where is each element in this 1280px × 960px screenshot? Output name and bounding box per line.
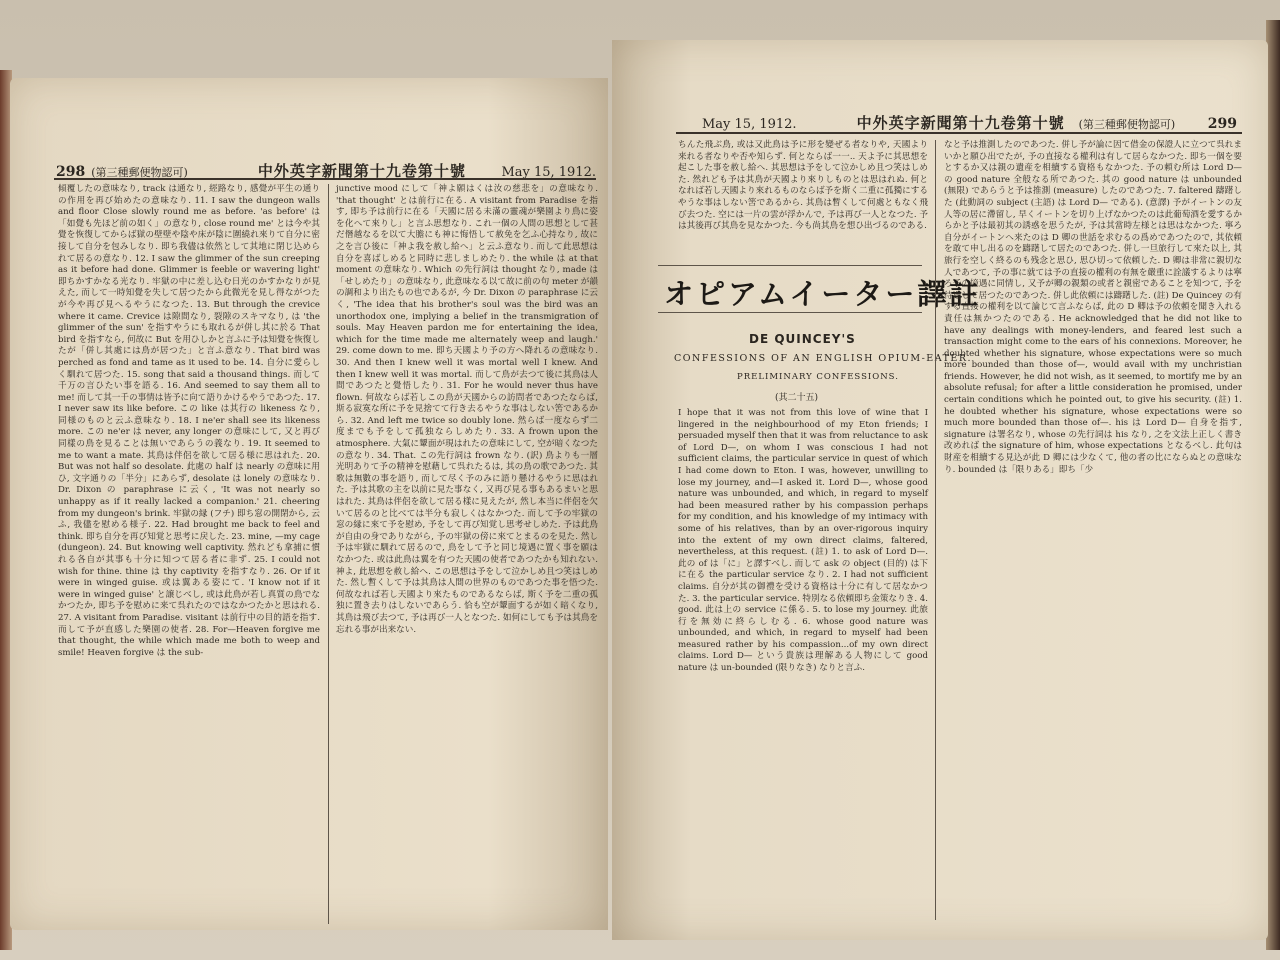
article-section: PRELIMINARY CONFESSIONS. (737, 372, 899, 382)
column-text: I hope that it was not from this love of wine that I lingered in the neighbourhood of my Eton friends; I persuaded myself then that it was from reluctance to ask of Lord D—, on whom I was conscious I had not sufficient claims, the particular service in quest of which I had come down to Eton. I was, however, unwilling to lose my journey, and—I asked it. Lord D—, whose good nature was unbounded, and which, in regard to myself had been measured rather by his compassion perhaps for my condition, and his knowledge of my intimacy with some of his relatives, than by an over-rigorous inquiry into the extent of my own direct claims, faltered, nevertheless, at this request. (註) 1. to ask of Lord D—. 此の of は「に」と譯すべし. 而して ask の object (目的) は下に在る the particular service なり. 2. I had not sufficient claims. 自分が其の御禮を受ける資格は十分に有して居なかつた. 3. the particular service. 特別なる依頼即ち金策なりき. 4. good. 此は上の service に係る. 5. to lose my journey. 此旅行を無効に終らしむる. 6. whose good nature was unbounded, and which, in regard to myself had been measured rather by his compassion...of my own direct claims. Lord D— という貴族は理解ある人物にして good nature は un-bounded (限りなき) なりと言ふ. (678, 408, 928, 674)
right-column-1-body (678, 408, 928, 918)
page-number: 299 (1207, 116, 1237, 132)
right-column-1-top (678, 140, 928, 255)
masthead-title: 中外英字新聞第十九卷第十號 (856, 114, 1065, 132)
column-text: ちんた飛ぶ鳥, 或は又此鳥は予に形を變ぜる者なりや, 天國より来れる者なりや否や知らず. 何とならば一一.. 天よ予に其思想を起こした事を赦し給へ. 其思想は予をして泣かしめ且つ笑はしめた. 然れども予は其鳥が天國より來りしものとは思はれぬ. 何となれば若し天國より來れるものならば予を斯く二重に孤獨にするやうな事はしない筈であるから. 其鳥は暫くして何處ともなく飛び去つた. 空には一片の雲が浮かんで, 予は再び一人となつた. 予は其後再び其鳥を見なかつた. 今も尚其鳥を想ひ出づるのである. (678, 140, 928, 232)
column-text: なと予は推測したのであつた. 併し予が論に因て借金の保證人に立つて呉れまいかと願ひ出でたが, 予の直接なる權利は有して居らなかつた. 即ち一個を要とするか又は親の遺産を相續する資格もなかつた. 予の頼む所は Lord D— の good nature 全般なる所であつた. 其の good nature は unbounded (無限) であらうと予は推測 (measure) したのであつた. 7. faltered 躊躇した (此動詞の subject (主語) は Lord D— である). (意譯) 予がイートンの友人等の居に滯留し, 早くイートンを切り上げなかつたのは此葡萄酒を愛するからかと予は最初其の誘惑を思うたが, 予は其當時左様とは思はなかつた. 寧ろ自分がイートンへ来たのは D 卿の世話を求むるの爲めであつたので, 其依頼を敢て申し出るのを躊躇して居たのであつた. 併し一旦旅行して來た以上, 其旅行を空しく終るのも残念と思ひ, 思ひ切って依頼した. D 卿は非常に親切な人であつて, 予の事に就ては予の直接の權利の有無を嚴重に詮議するよりは寧ろ予の境遇に同情し, 又予が卿の親類の或者と親密であることを知つて, 予を待遇して居つたのであつた. 併し此依頼には躊躇した. (註) De Quincey の有する直接の權利を以て論じて言ふならば, 此の D 卿は予の依頼を聞き入れる責任は無かつたのである. He acknowledged that he did not like to have any dealings with money-lenders, and feared lest such a transaction might come to the ears of his connexions. Moreover, he doubted whether his signature, whose expectations were so much more bounded than those of—, would avail with my unchristian friends. However, he did not wish, as it seemed, to mortify me by an absolute refusal; for after a little consideration he promised, under certain conditions which he pointed out, to give his security. (註) 1. he doubted whether his signature, whose expectations were so much more bounded than those of—. his は Lord D— 自身を指す, signature は署名なり, whose の先行詞は his なり, 之を文法上正しく書き改めれば the signature of him, whose expectations となるべし. 此句は財産を相續する見込が此 D 卿には少なくて, 他の者の比にならぬとの意味なり. bounded は「限りある」即ち「少 (944, 140, 1242, 475)
book-cover-edge-right (1266, 20, 1280, 950)
right-page (612, 40, 1268, 940)
article-author: DE QUINCEY'S (749, 332, 856, 346)
left-column-2 (336, 184, 598, 924)
header-rule (676, 132, 1242, 134)
right-column-2 (944, 140, 1242, 920)
registration-note: (第三種郵便物認可) (91, 166, 188, 179)
registration-note: (第三種郵便物認可) (1078, 118, 1176, 131)
issue-date: May 15, 1912. (702, 117, 797, 132)
page-number: 298 (56, 164, 86, 180)
issue-date: May 15, 1912. (501, 165, 596, 180)
header-rule (54, 178, 596, 180)
left-column-1 (58, 184, 320, 924)
article-subtitle: CONFESSIONS OF AN ENGLISH OPIUM-EATER. (674, 353, 973, 364)
column-text: 傾覆したの意味なり, track は通なり, 經路なり, 感覺が平生の通りの作用を再び始めたの意味なり. 11. I saw the dungeon walls and floor Close slowly round me as before. 'as before' は「如覺も先ほど前の如く」の意なり, close round me' とは今や其覺を恢復してからば獄の壁壁や陰や床が陰に圍繞れ來りて自分に密接して自分を包みしなり. 即ち我儘は依然として其地に閉じ込められて居るの意なり. 12. I saw the glimmer of the sun creeping as it before had done. Glimmer is feeble or wavering light' 即ちかすかなる光なり. 牢獄の中に差し込む日光のかすかなりが見えた, 而して一時知覺を失して居つたから此微光を見し得ながつたが今や再び見へるやうになつた. 13. But through the crevice where it came. Crevice は隙間なり, 裂隙のスキマなり, は 'the glimmer of the sun' を指すやうにも取れるが併し其に於る That bird を指すなら, 何故に But を用ひしかと言ふに予は知覺を恢復したが「併し其處には鳥が居つた」と言ふ意なり. That bird was perched as fond and tame as it used to be. 14. 自分に愛らしく馴れて居つた. 15. song that said a thousand things. 而して千万の言ひたい事を語る. 16. And seemed to say them all to me! 而して其一千の事情は皆予に向て語りかけるやうであつた. 17. I never saw its like before. この like は其行の likeness なり, 同様のものと云ふ意味なり. 18. I ne'er shall see its likeness more. この ne'er は never, any longer の意味にして, 又と再び同樣の鳥を見ることは無いであらうの義なり. 19. It seemed to me to want a mate. 其鳥は伴侶を欲して居る様に思はれた. 20. But was not half so desolate. 此處の half は nearly の意味に用ひ, 文字通りの「半分」にあらず, desolate は lonely の意味なり. Dr. Dixon の paraphrase に云く, 'It was not nearly so unhappy as if it really lacked a companion.' 21. cheering from my dungeon's brink. 牢獄の縁 (フチ) 即ち窓の開閉から, 云ふ, 我儘を慰める様子. 22. Had brought me back to feel and think. 即ち自分を再び知覚と思考に戻した. 23. mine, —my cage (dungeon). 24. But knowing well captivity. 然れども拿捕に慣れる各自が其事も十分に知つて居る者に非ず. 25. I could not wish for thine. thine は thy captivity を指すなり. 26. Or if it were in winged guise. 或は翼ある姿にて. 'I know not if it were in winged guise' と譲じべし, 或は此鳥が若し真質の鳥でなかつたか, 即ち予を慰めに来て呉れたのではなかつたかと思はれる. 27. A visitant from Paradise. visitant は前行中の目的語を指す. 而して予が直感した樂園の使者. 28. For—Heaven forgive me that thought, the while which made me both to weep and smile! Heaven forgive は the sub- (58, 184, 320, 658)
article-part-number: (其二十五) (775, 393, 819, 403)
column-divider (935, 140, 936, 920)
column-divider (328, 184, 329, 924)
article-title: オピアムイーター譯註 (664, 277, 982, 311)
left-page (10, 78, 608, 930)
masthead-title: 中外英字新聞第十九卷第十號 (257, 162, 466, 180)
column-text: junctive mood にして「神よ願はくは汝の慈悲を」の意味なり. 'that thought' とは前行に在る. A visitant from Paradise を指す, 即ち予は前行に在る「天國に居る未滿の靈魂が樂園より鳥に姿を化へて來りし」と言ふ思想なり. これ一個の人間の思想として甚だ僭越なるを以て大膽にも神に悔悟して赦免を乞ふ心持なり, 故に之を言ひ後に「神よ我を赦し給へ」と云ふ意なり. 而して此思想は自分を喜ばしめると同時に悲しましめたり. the while は at that moment の意味なり. Which の先行詞は thought なり, made は「せしめたり」の意味なり, 此意味なる以て故に前の句 meter が韻の調和より出たもの也であるが, 今 Dr. Dixon の paraphrase に云く, 'The idea that his brother's soul was the bird was an unorthodox one, implying a belief in the transmigration of souls. May Heaven pardon me for entertaining the idea, which for the time made me alternately weep and laugh.' 29. come down to me. 即ち天國より予の方へ降れるの意味なり. 30. And then I knew well it was mortal well I knew. And then I knew well it was mortal. 而して鳥が去つて後に其鳥は人間であつたと覺悟したり. 31. For he would never thus have flown. 何故ならば若しこの鳥が天國からの訪問者であつたならば, 斯る寂寞な所に予を見捨てて行き去るやうな事はしない筈であるから. 32. And left me twice so doubly lone. 然らば一度ならず二度までも予をして孤独ならしめたり. 33. A frown upon the atmosphere. 大氣に顰面が現はれたの意味にして, 空が暗くなつたの意なり. 34. That. この先行詞は frown なり. (訳) 鳥よりも一層光明ありて予の精神を慰藉して呉れたるは, 其の鳥の歌であつた. 其歌は無數の事を語り, 而して尽く予のみに語り懸けるやうに思はれた. 予は其歌の主を以前に見た事なく, 又再び見る事もあるまいと思はれた. 其鳥は伴侶を欲して居る樣に見えたが, 然し本当に伴侶を欠いて居るのと比べては半分も寂しくはなかつた. 而して予の牢獄の窓の縁に來て予を慰め, 予をして再び知覚し思考せしめた. 予は此鳥が自由の身でありながら, 予の牢獄の傍に來てとまるのを見た. 然し予は牢獄に馴れて居るので, 鳥をして予と同じ境遇に置く事を願はなかつた. 或は此鳥は翼を有つた天國の使者であつたかも知れない. 神よ, 此思想を赦し給へ. この思想は予をして泣かしめ且つ笑はしめた. 然し暫くして予は其鳥は人間の世界のものであつた事を悟つた. 何故なれば若し天國より來たものであるならば, 斯く予を二重の孤独に置き去りはしないであらう. 恰も空が顰面するが如く暗くなり, 其鳥は飛び去つて, 予は再び一人となつた. 如何にしても予は其鳥を忘れる事が出来ない. (336, 184, 598, 635)
right-page-header (702, 112, 1237, 133)
